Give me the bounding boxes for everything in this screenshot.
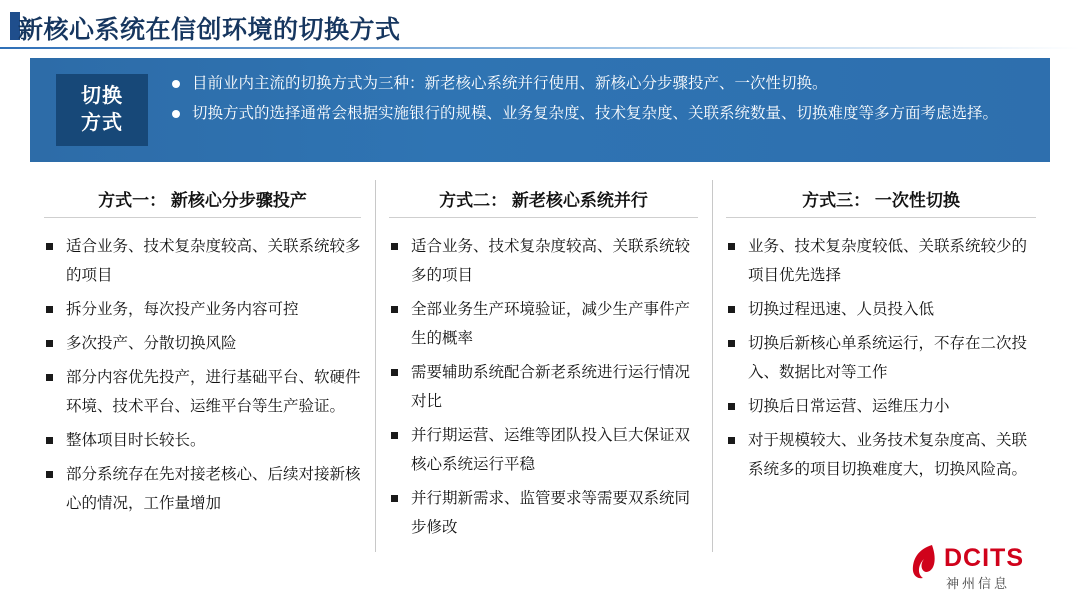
bullet-square-icon <box>46 437 53 444</box>
bullet-square-icon <box>46 471 53 478</box>
list-item <box>44 363 361 421</box>
list-item-text: 并行期运营、运维等团队投入巨大保证双核心系统运行平稳 <box>411 427 691 473</box>
list-item <box>389 421 698 479</box>
bullet-square-icon <box>46 306 53 313</box>
column-list <box>44 232 361 518</box>
list-item <box>389 484 698 542</box>
column-heading: 方式一： 新核心分步骤投产 <box>98 191 307 210</box>
list-item <box>726 392 1036 421</box>
bullet-square-icon <box>391 243 398 250</box>
logo-text: DCITS <box>944 544 1024 572</box>
column-heading-rule <box>44 217 361 218</box>
list-item-text: 全部业务生产环境验证，减少生产事件产生的概率 <box>411 301 691 347</box>
column-heading-rule <box>389 217 698 218</box>
list-item-text: 切换后新核心单系统运行，不存在二次投入、数据比对等工作 <box>748 335 1028 381</box>
bullet-square-icon <box>728 306 735 313</box>
banner-tag <box>56 74 148 146</box>
list-item-text: 部分内容优先投产，进行基础平台、软硬件环境、技术平台、运维平台等生产验证。 <box>66 369 361 415</box>
bullet-square-icon <box>391 306 398 313</box>
method-column-1 <box>30 172 375 562</box>
page-title: 新核心系统在信创环境的切换方式 <box>18 16 401 44</box>
list-item <box>726 329 1036 387</box>
list-item <box>44 460 361 518</box>
list-item <box>726 426 1036 484</box>
method-column-2 <box>375 172 712 562</box>
list-item <box>726 295 1036 324</box>
logo-subtext: 神州信息 <box>946 576 1011 591</box>
bullet-square-icon <box>391 369 398 376</box>
list-item-text: 适合业务、技术复杂度较高、关联系统较多的项目 <box>411 238 691 284</box>
list-item <box>726 232 1036 290</box>
slide-title-area <box>0 0 1080 50</box>
list-item <box>44 295 361 324</box>
list-item <box>170 100 1030 128</box>
list-item-text: 需要辅助系统配合新老系统进行运行情况对比 <box>411 364 691 410</box>
list-item-text: 业务、技术复杂度较低、关联系统较少的项目优先选择 <box>748 238 1028 284</box>
list-item-text: 适合业务、技术复杂度较高、关联系统较多的项目 <box>66 238 361 284</box>
list-item-text: 切换后日常运营、运维压力小 <box>748 398 950 415</box>
list-item-text: 部分系统存在先对接老核心、后续对接新核心的情况，工作量增加 <box>66 466 361 512</box>
list-item <box>389 295 698 353</box>
column-list <box>389 232 698 542</box>
list-item <box>44 329 361 358</box>
list-item <box>389 232 698 290</box>
bullet-square-icon <box>728 340 735 347</box>
list-item-text: 拆分业务，每次投产业务内容可控 <box>66 301 299 318</box>
banner-tag-line2: 方式 <box>81 112 123 134</box>
method-column-3 <box>712 172 1050 562</box>
banner-bullet-list <box>170 70 1030 130</box>
company-logo <box>910 542 1060 594</box>
list-item-text: 并行期新需求、监管要求等需要双系统同步修改 <box>411 490 691 536</box>
bullet-square-icon <box>391 495 398 502</box>
summary-banner <box>30 58 1050 162</box>
bullet-dot-icon <box>172 110 180 118</box>
bullet-square-icon <box>391 432 398 439</box>
swoosh-icon <box>910 544 940 580</box>
bullet-dot-icon <box>172 80 180 88</box>
column-heading: 方式二： 新老核心系统并行 <box>439 191 648 210</box>
methods-columns <box>30 172 1050 562</box>
column-heading-rule <box>726 217 1036 218</box>
bullet-square-icon <box>46 243 53 250</box>
banner-tag-line1: 切换 <box>81 85 123 107</box>
bullet-square-icon <box>46 374 53 381</box>
list-item-text: 多次投产、分散切换风险 <box>66 335 237 352</box>
title-underline <box>0 47 1080 49</box>
banner-bullet-text: 目前业内主流的切换方式为三种：新老核心系统并行使用、新核心分步骤投产、一次性切换。 <box>192 75 828 92</box>
column-list <box>726 232 1036 484</box>
list-item <box>170 70 1030 98</box>
bullet-square-icon <box>728 243 735 250</box>
list-item-text: 切换过程迅速、人员投入低 <box>748 301 935 318</box>
bullet-square-icon <box>46 340 53 347</box>
bullet-square-icon <box>728 437 735 444</box>
list-item-text: 整体项目时长较长。 <box>66 432 206 449</box>
banner-bullet-text: 切换方式的选择通常会根据实施银行的规模、业务复杂度、技术复杂度、关联系统数量、切换难度等多方面考虑选择。 <box>192 105 999 122</box>
bullet-square-icon <box>728 403 735 410</box>
list-item <box>44 426 361 455</box>
column-heading: 方式三： 一次性切换 <box>802 191 960 210</box>
list-item <box>44 232 361 290</box>
list-item-text: 对于规模较大、业务技术复杂度高、关联系统多的项目切换难度大，切换风险高。 <box>748 432 1028 478</box>
list-item <box>389 358 698 416</box>
